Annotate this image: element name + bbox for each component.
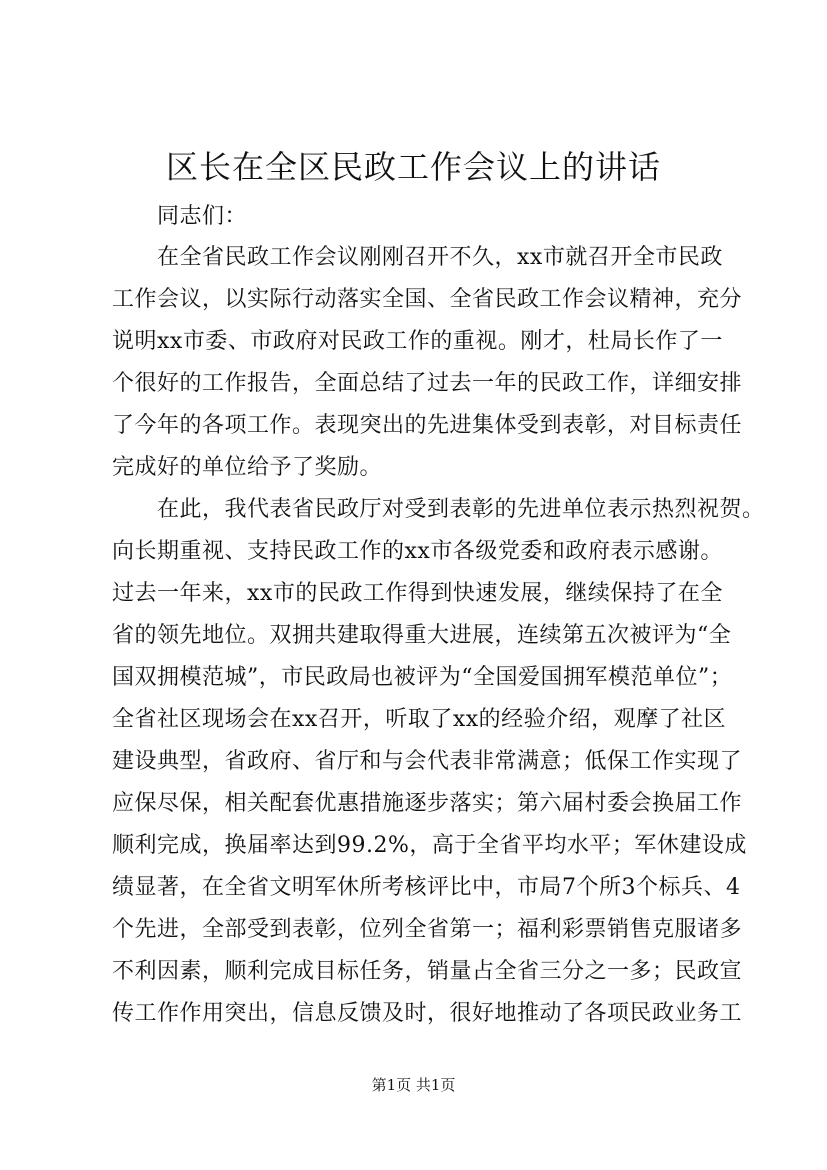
document-title: 区长在全区民政工作会议上的讲话 (165, 148, 661, 186)
body-line: 顺利完成，换届率达到99.2%，高于全省平均水平；军休建设成 (112, 833, 747, 858)
body-line: 国双拥模范城”，市民政局也被评为“全国爱国拥军模范单位”； (112, 665, 733, 690)
body-line: 个先进，全部受到表彰，位列全省第一；福利彩票销售克服诸多 (112, 917, 743, 942)
body-line: 说明xx市委、市政府对民政工作的重视。刚才，杜局长作了一 (112, 329, 723, 354)
body-line: 个很好的工作报告，全面总结了过去一年的民政工作，详细安排 (112, 371, 743, 396)
body-line: 应保尽保，相关配套优惠措施逐步落实；第六届村委会换届工作 (112, 791, 743, 816)
body-line: 在此，我代表省民政厅对受到表彰的先进单位表示热烈祝贺。 (157, 497, 765, 522)
body-line: 工作会议，以实际行动落实全国、全省民政工作会议精神，充分 (112, 287, 743, 312)
body-line: 了今年的各项工作。表现突出的先进集体受到表彰，对目标责任 (112, 413, 743, 438)
body-line: 过去一年来，xx市的民政工作得到快速发展，继续保持了在全 (112, 581, 723, 606)
body-line: 在全省民政工作会议刚刚召开不久，xx市就召开全市民政 (157, 245, 723, 270)
body-line: 完成好的单位给予了奖励。 (112, 455, 383, 480)
salutation-line: 同志们： (157, 204, 248, 229)
body-line: 建设典型，省政府、省厅和与会代表非常满意；低保工作实现了 (112, 749, 743, 774)
body-line: 全省社区现场会在xx召开，听取了xx的经验介绍，观摩了社区 (112, 707, 727, 732)
body-line: 省的领先地位。双拥共建取得重大进展，连续第五次被评为“全 (112, 623, 732, 648)
body-line: 不利因素，顺利完成目标任务，销量占全省三分之一多；民政宣 (112, 959, 743, 984)
body-line: 绩显著，在全省文明军休所考核评比中，市局7个所3个标兵、4 (112, 875, 741, 900)
body-line: 向长期重视、支持民政工作的xx市各级党委和政府表示感谢。 (112, 539, 723, 564)
page-number-footer: 第1页 共1页 (371, 1076, 456, 1094)
body-line: 传工作作用突出，信息反馈及时，很好地推动了各项民政业务工 (112, 1001, 743, 1026)
